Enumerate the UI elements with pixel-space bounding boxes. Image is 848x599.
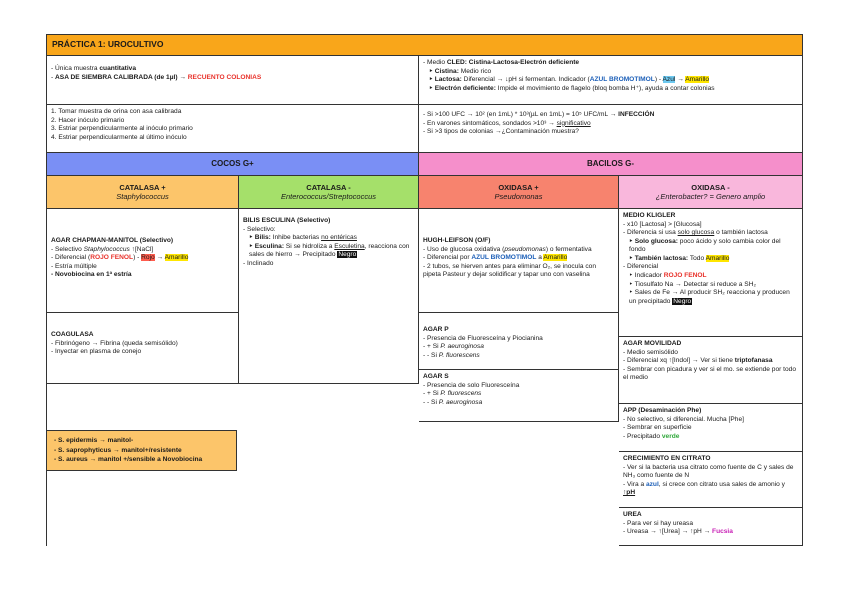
text: o también lactosa bbox=[714, 229, 768, 237]
text: - bbox=[51, 73, 56, 81]
line: - 2 tubos, se hierven antes para eliminar O₂, se inocula con pipeta Pasteur y dejar solidificar y tapar uno con vaselina bbox=[423, 262, 596, 279]
highlight-text: ROJO FENOL bbox=[663, 271, 707, 279]
line bbox=[423, 352, 614, 361]
text: - Precipitado bbox=[623, 432, 662, 440]
count-line: - Si >3 tipos de colonias →¿Contaminación muestra? bbox=[423, 128, 579, 136]
citrato-cell bbox=[619, 452, 803, 508]
oxidasa-pos-header bbox=[419, 176, 619, 209]
text bbox=[621, 192, 800, 201]
content-row bbox=[47, 209, 803, 546]
text: Staphylococcus bbox=[116, 192, 169, 201]
oxidasa-pos-column bbox=[419, 209, 619, 546]
line bbox=[623, 289, 798, 306]
intro-line bbox=[51, 74, 414, 83]
text: - En varones sintomáticos, sondados >10³ → bbox=[423, 119, 557, 127]
oxidasa-neg-column bbox=[619, 209, 803, 546]
text: triptofanasa bbox=[734, 357, 773, 365]
highlight-text: Amarillo bbox=[164, 254, 189, 262]
line: - Inclinado bbox=[243, 259, 274, 267]
text: Medio rico bbox=[458, 67, 492, 75]
text: cuantitativa bbox=[99, 65, 137, 72]
card-title: UREA bbox=[623, 511, 642, 518]
highlight-text: AZUL BROMOTIMOL bbox=[471, 254, 537, 262]
text: Diferencial → ↓pH si fermentan. Indicador ( bbox=[461, 76, 590, 84]
line: - Inyectar en plasma de conejo bbox=[51, 348, 142, 356]
line: - Estría múltiple bbox=[51, 262, 97, 270]
kligler-cell bbox=[619, 209, 803, 337]
text: ‣ Lactosa: bbox=[429, 76, 462, 84]
text: - - Si bbox=[423, 398, 439, 406]
count-line bbox=[423, 111, 798, 120]
agar-p-cell bbox=[419, 313, 619, 370]
text: ASA DE SIEMBRA CALIBRADA (de 1µl) → bbox=[55, 73, 188, 81]
highlight-text: verde bbox=[661, 432, 680, 440]
text: ‣ Cistina: bbox=[429, 67, 459, 75]
text: pseudomonas bbox=[504, 245, 546, 253]
line bbox=[423, 343, 614, 352]
catalasa-pos-column bbox=[47, 209, 239, 546]
text: ‣ También lactosa: bbox=[629, 254, 689, 262]
step: 1. Tomar muestra de orina con asa calibrada bbox=[51, 108, 182, 115]
text: Staphylococcus bbox=[83, 245, 130, 253]
text: P. aeuroginosa bbox=[438, 398, 483, 406]
line bbox=[243, 234, 414, 243]
card-title: MEDIO KLIGLER bbox=[623, 212, 676, 219]
card-title: BILIS ESCULINA (Selectivo) bbox=[243, 217, 331, 224]
card-title: HUGH-LEIFSON (O/F) bbox=[423, 237, 491, 244]
text: - Vira a bbox=[623, 480, 646, 488]
text: - Ureasa → ↑[Urea] → ↑pH → bbox=[623, 528, 713, 536]
species-note bbox=[46, 430, 237, 471]
line: - Diferencial bbox=[623, 263, 659, 271]
text: - Única muestra bbox=[51, 65, 100, 72]
card-title: AGAR CHAPMAN-MANITOL (Selectivo) bbox=[51, 237, 174, 244]
movilidad-cell bbox=[619, 337, 803, 404]
text: ) o fermentativa bbox=[545, 245, 592, 253]
bilis-cell bbox=[239, 209, 419, 384]
cled-line bbox=[423, 68, 798, 77]
highlight-text: Amarillo bbox=[685, 76, 710, 84]
text: CATALASA + bbox=[119, 183, 166, 192]
hugh-cell bbox=[419, 209, 619, 313]
text: - - Si bbox=[423, 351, 439, 359]
text: - Selectivo bbox=[51, 245, 84, 253]
text: - Si >100 UFC → 10² (en 1mL) * 10³(µL en 1mL) = 10⁵ UFC/mL → bbox=[423, 111, 619, 118]
note-line: - S. saprophyticus → manitol+/resistente bbox=[54, 446, 182, 454]
line: - Selectivo: bbox=[243, 225, 276, 233]
text: P. fluorescens bbox=[438, 351, 480, 359]
agar-s-cell bbox=[419, 370, 619, 422]
text: - Medio bbox=[423, 59, 447, 66]
line: - Presencia de solo Fluoresceína bbox=[423, 381, 520, 389]
line: - No selectivo, si diferencial. Mucha [Phe] bbox=[623, 415, 744, 423]
text: ↑pH bbox=[623, 489, 636, 497]
step: 4. Estriar perpendicularmente al último inóculo bbox=[51, 133, 187, 141]
text: a bbox=[536, 254, 544, 262]
text: significativo bbox=[556, 119, 591, 127]
line: - Ver si la bacteria usa citrato como fuente de C y sales de NH₃ como fuente de N bbox=[623, 463, 794, 480]
line bbox=[423, 399, 614, 408]
text: solo glucosa bbox=[677, 229, 715, 237]
text: Impide el movimiento de flagelo (bloq bomba H⁺), ayuda a contar colonias bbox=[495, 84, 715, 92]
highlight-text: Azul bbox=[662, 76, 676, 84]
highlight-text: ROJO FENOL bbox=[90, 254, 134, 262]
catalasa-pos-header bbox=[47, 176, 239, 209]
highlight-text: azul bbox=[645, 480, 659, 488]
group-header-row bbox=[47, 153, 803, 176]
cled-line bbox=[423, 76, 798, 85]
line: - Presencia de Fluoresceína y Piocianina bbox=[423, 334, 543, 342]
line bbox=[623, 229, 798, 238]
text: Inhibe bacterias bbox=[270, 234, 322, 242]
line bbox=[423, 390, 614, 399]
page-title: PRÁCTICA 1: UROCULTIVO bbox=[47, 35, 803, 56]
cled-line bbox=[423, 85, 798, 94]
line: - Sembrar en superficie bbox=[623, 424, 692, 432]
line bbox=[423, 254, 614, 263]
card-title: AGAR MOVILIDAD bbox=[623, 340, 682, 347]
text: ‣ Solo glucosa: bbox=[629, 237, 678, 245]
line bbox=[623, 255, 798, 264]
oxidasa-neg-header bbox=[619, 176, 803, 209]
text: - Diferencial xq ↑[Indol] → Ver si tiene bbox=[623, 357, 735, 365]
cled-line bbox=[423, 59, 798, 68]
card-title: APP (Desaminación Phe) bbox=[623, 407, 702, 414]
text: , si crece con citrato usa sales de amonio y bbox=[658, 480, 785, 488]
text: - + Si bbox=[423, 390, 441, 398]
line bbox=[623, 238, 798, 255]
text: ‣ Sales de Fe → Al producir SH₂ reacciona y producen un precipitado bbox=[629, 289, 790, 305]
text: → bbox=[154, 254, 165, 262]
text: ‣ Electrón deficiente: bbox=[429, 84, 496, 92]
text: OXIDASA + bbox=[498, 183, 539, 192]
coagulasa-cell bbox=[47, 313, 239, 384]
urea-cell bbox=[619, 508, 803, 546]
catalasa-neg-header bbox=[239, 176, 419, 209]
cocos-header: COCOS G+ bbox=[47, 153, 419, 176]
highlight-text: RECUENTO COLONIAS bbox=[187, 73, 262, 81]
note-line: - S. epidermis → manitol- bbox=[54, 437, 134, 444]
step: 2. Hacer inóculo primario bbox=[51, 116, 125, 124]
line bbox=[623, 528, 798, 537]
chapman-cell bbox=[47, 209, 239, 313]
counts-cell bbox=[419, 105, 803, 153]
line: - Medio semisólido bbox=[623, 348, 678, 356]
text: ) - bbox=[654, 76, 663, 84]
highlight-text: Amarillo bbox=[705, 254, 730, 262]
highlight-text: Negro bbox=[338, 251, 357, 259]
text: Si se hidroliza a bbox=[284, 242, 335, 250]
card-title: CRECIMIENTO EN CITRATO bbox=[623, 455, 711, 462]
text: CATALASA - bbox=[306, 183, 351, 192]
text: Enterococcus/Streptococcus bbox=[280, 192, 377, 201]
card-title: AGAR P bbox=[423, 326, 449, 333]
card-title: COAGULASA bbox=[51, 331, 94, 338]
text: P. aeuroginosa bbox=[440, 343, 484, 351]
text: P. fluorescens bbox=[440, 390, 482, 398]
line bbox=[423, 246, 614, 255]
line: - Sembrar con picadura y ver si el mo. se extiende por todo el medio bbox=[623, 365, 796, 382]
text: - Diferencia si usa bbox=[623, 229, 678, 237]
line bbox=[623, 481, 798, 498]
line: - Para ver si hay ureasa bbox=[623, 519, 693, 527]
line: - Novobiocina en 1ª estría bbox=[51, 271, 132, 279]
text: - + Si bbox=[423, 343, 441, 351]
steps-cell bbox=[47, 105, 419, 153]
highlight-text: AZUL BROMOTIMOL bbox=[589, 76, 655, 84]
text: , reacciona con sales de hierro → Precipitado bbox=[249, 242, 410, 259]
text: → bbox=[675, 76, 686, 84]
line bbox=[51, 254, 234, 263]
line: ‣ Tiosulfato Na → Detectar si reduce a SH₂ bbox=[629, 280, 757, 288]
line: - x10 [Lactosa] > [Glucosa] bbox=[623, 220, 702, 228]
count-line bbox=[423, 120, 798, 129]
text: ‣ Esculina: bbox=[249, 242, 285, 250]
text: Esculetina bbox=[334, 242, 365, 250]
text: ‣ Bilis: bbox=[249, 234, 271, 242]
text: no entéricas bbox=[321, 234, 357, 242]
intro-row bbox=[47, 56, 803, 105]
text: - Diferencial por bbox=[423, 254, 472, 262]
line bbox=[623, 357, 798, 366]
text: ¿Enterobacter? = Genero amplio bbox=[655, 192, 766, 201]
text: OXIDASA - bbox=[691, 183, 730, 192]
subheader-row bbox=[47, 176, 803, 209]
text: ) - bbox=[133, 254, 142, 262]
card-title: AGAR S bbox=[423, 373, 449, 380]
steps-row bbox=[47, 105, 803, 153]
text: INFECCIÓN bbox=[618, 111, 655, 118]
text: CLED: Cistina-Lactosa-Electrón deficiente bbox=[446, 59, 580, 66]
text: ‣ Indicador bbox=[629, 271, 664, 279]
text: - Uso de glucosa oxidativa ( bbox=[423, 245, 505, 253]
app-cell bbox=[619, 404, 803, 452]
highlight-text: Rojo bbox=[141, 254, 155, 262]
line bbox=[51, 246, 234, 255]
note-line: - S. aureus → manitol +/sensible a Novobiocina bbox=[54, 456, 203, 464]
intro-left-cell bbox=[47, 56, 419, 105]
intro-line bbox=[51, 65, 414, 74]
step: 3. Estriar perpendicularmente al inóculo primario bbox=[51, 125, 193, 133]
text: Todo bbox=[688, 254, 706, 262]
highlight-text: Amarillo bbox=[543, 254, 568, 262]
line bbox=[623, 433, 798, 442]
highlight-text: Fucsia bbox=[712, 528, 733, 536]
text: poco ácido y solo cambia color del fondo bbox=[629, 237, 781, 254]
text: - Diferencial ( bbox=[51, 254, 91, 262]
highlight-text: Negro bbox=[673, 297, 692, 305]
text: Pseudomonas bbox=[494, 192, 543, 201]
text: ↑[NaCl] bbox=[129, 245, 154, 253]
line: - Fibrinógeno → Fibrina (queda semisólido) bbox=[51, 339, 178, 347]
cled-cell bbox=[419, 56, 803, 105]
line bbox=[623, 272, 798, 281]
line bbox=[243, 243, 414, 260]
bacilos-header: BACILOS G- bbox=[419, 153, 803, 176]
